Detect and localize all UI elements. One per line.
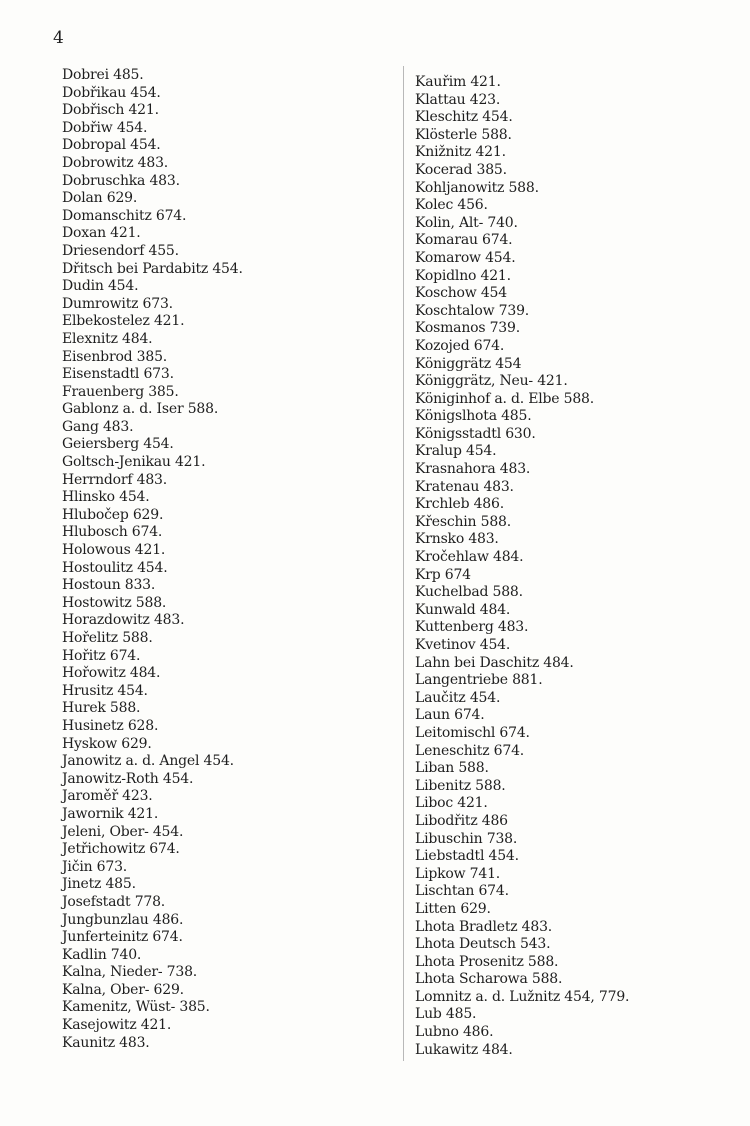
index-entry: Holowous 421. <box>62 542 166 559</box>
index-entry: Geiersberg 454. <box>62 436 174 453</box>
index-entry: Lhota Prosenitz 588. <box>415 953 559 970</box>
index-entry: Janowitz a. d. Angel 454. <box>62 753 234 770</box>
index-entry: Doxan 421. <box>62 225 141 242</box>
index-entry: Krchleb 486. <box>415 496 504 513</box>
index-entry: Dobropal 454. <box>62 137 161 154</box>
index-entry: Klösterle 588. <box>415 126 512 143</box>
index-entry: Hyskow 629. <box>62 735 152 752</box>
index-entry: Jaroměř 423. <box>62 788 153 805</box>
index-entry: Hostoulitz 454. <box>62 559 168 576</box>
index-entry: Koschow 454 <box>415 285 507 302</box>
index-entry: Janowitz-Roth 454. <box>62 770 194 787</box>
index-entry: Hostoun 833. <box>62 577 156 594</box>
index-entry: Knižnitz 421. <box>415 144 506 161</box>
index-entry: Liboc 421. <box>415 795 488 812</box>
index-entry: Lub 485. <box>415 1006 477 1023</box>
index-entry: Kuchelbad 588. <box>415 584 523 601</box>
index-entry: Jinetz 485. <box>62 876 136 893</box>
index-entry: Lipkow 741. <box>415 865 501 882</box>
index-entry: Křeschin 588. <box>415 513 511 530</box>
index-entry: Lhota Deutsch 543. <box>415 936 551 953</box>
index-entry: Jungbunzlau 486. <box>62 911 184 928</box>
index-entry: Hořowitz 484. <box>62 665 161 682</box>
index-entry: Kvetinov 454. <box>415 637 511 653</box>
index-entry: Elexnitz 484. <box>62 330 153 347</box>
index-entry: Kosmanos 739. <box>415 320 520 337</box>
index-entry: Kohljanowitz 588. <box>415 179 539 196</box>
index-entry: Hlubosch 674. <box>62 524 163 541</box>
index-entry: Driesendorf 455. <box>62 242 179 259</box>
index-entry: Lubno 486. <box>415 1024 494 1041</box>
index-entry: Domanschitz 674. <box>62 207 187 224</box>
index-entry: Lhota Bradletz 483. <box>415 918 553 935</box>
index-entry: Komarau 674. <box>415 232 513 249</box>
index-entry: Kalna, Ober- 629. <box>62 981 184 998</box>
index-entry: Königslhota 485. <box>415 408 532 425</box>
index-entry: Hlubočep 629. <box>62 506 164 523</box>
index-entry: Krp 674 <box>415 566 471 583</box>
index-entry: Krasnahora 483. <box>415 461 531 478</box>
index-entry: Dobrei 485. <box>62 67 144 83</box>
index-entry: Kratenau 483. <box>415 478 514 495</box>
index-entry: Eisenstadtl 673. <box>62 366 174 383</box>
index-entry: Kalna, Nieder- 738. <box>62 964 198 981</box>
index-entry: Dobřiw 454. <box>62 119 148 136</box>
index-entry: Libuschin 738. <box>415 830 518 847</box>
index-entry: Kocerad 385. <box>415 161 507 178</box>
index-entry: Kolec 456. <box>415 197 488 214</box>
page-number: 4 <box>53 28 64 48</box>
index-entry: Leitomischl 674. <box>415 724 530 741</box>
index-entry: Dudin 454. <box>62 278 139 295</box>
index-entry: Dobřisch 421. <box>62 102 159 119</box>
index-entry: Lahn bei Daschitz 484. <box>415 654 574 671</box>
index-entry: Junferteinitz 674. <box>62 929 183 946</box>
index-entry: Lomnitz a. d. Lužnitz 454, 779. <box>415 988 630 1005</box>
column-divider <box>403 66 404 1061</box>
index-entry: Leneschitz 674. <box>415 742 525 759</box>
index-entry: Lischtan 674. <box>415 883 509 900</box>
index-entry: Hlinsko 454. <box>62 489 150 506</box>
index-entry: Jawornik 421. <box>62 805 159 822</box>
index-entry: Husinetz 628. <box>62 717 159 734</box>
index-entry: Komarow 454. <box>415 249 516 266</box>
index-entry: Königinhof a. d. Elbe 588. <box>415 390 595 407</box>
index-entry: Kozojed 674. <box>415 337 505 354</box>
index-entry: Kadlin 740. <box>62 946 142 963</box>
index-entry: Hořelitz 588. <box>62 630 153 646</box>
index-entry: Laučitz 454. <box>415 689 501 706</box>
index-entry: Koschtalow 739. <box>415 302 530 319</box>
index-entry: Liebstadtl 454. <box>415 848 519 865</box>
index-entry: Hostowitz 588. <box>62 594 167 611</box>
index-entry: Kuttenberg 483. <box>415 619 529 636</box>
index-entry: Klattau 423. <box>415 91 501 108</box>
index-entry: Dobruschka 483. <box>62 172 180 189</box>
index-entry: Jeleni, Ober- 454. <box>62 823 184 840</box>
index-entry: Dobřikau 454. <box>62 84 161 101</box>
index-entry: Kralup 454. <box>415 443 497 460</box>
index-entry: Lhota Scharowa 588. <box>415 971 563 988</box>
index-entry: Langentriebe 881. <box>415 672 543 689</box>
index-entry: Königgrätz, Neu- 421. <box>415 373 568 390</box>
index-entry: Gang 483. <box>62 418 134 435</box>
index-entry: Dumrowitz 673. <box>62 295 173 312</box>
index-entry: Jičin 673. <box>62 858 128 875</box>
index-entry: Frauenberg 385. <box>62 383 179 400</box>
index-entry: Lukawitz 484. <box>415 1041 513 1058</box>
index-entry: Goltsch-Jenikau 421. <box>62 454 206 471</box>
index-entry: Kopidlno 421. <box>415 267 511 284</box>
index-entry: Horazdowitz 483. <box>62 612 185 629</box>
index-entry: Königgrätz 454 <box>415 355 522 372</box>
index-entry: Kauřim 421. <box>415 74 501 90</box>
index-entry: Kamenitz, Wüst- 385. <box>62 999 210 1016</box>
index-entry: Laun 674. <box>415 707 485 724</box>
index-entry: Krnsko 483. <box>415 531 499 548</box>
index-entry: Kaunitz 483. <box>62 1034 150 1051</box>
index-entry: Gablonz a. d. Iser 588. <box>62 401 219 418</box>
index-entry: Dobrowitz 483. <box>62 154 169 171</box>
index-entry: Kleschitz 454. <box>415 109 513 126</box>
index-entry: Elbekostelez 421. <box>62 313 185 330</box>
index-entry: Hurek 588. <box>62 700 141 717</box>
index-entry: Königsstadtl 630. <box>415 425 536 442</box>
index-entry: Kolin, Alt- 740. <box>415 214 518 231</box>
index-entry: Herrndorf 483. <box>62 471 167 488</box>
index-entry: Eisenbrod 385. <box>62 348 168 365</box>
index-entry: Kunwald 484. <box>415 601 511 618</box>
index-entry: Dřitsch bei Pardabitz 454. <box>62 260 243 277</box>
index-column-left <box>62 67 243 1052</box>
index-entry: Kasejowitz 421. <box>62 1017 172 1034</box>
index-entry: Libenitz 588. <box>415 777 506 794</box>
index-entry: Liban 588. <box>415 760 489 777</box>
index-column-right <box>415 74 629 1059</box>
index-entry: Hrusitz 454. <box>62 682 148 699</box>
index-entry: Jetřichowitz 674. <box>62 841 180 858</box>
index-entry: Josefstadt 778. <box>62 893 166 910</box>
index-entry: Hořitz 674. <box>62 647 141 664</box>
index-entry: Kročehlaw 484. <box>415 549 524 566</box>
index-entry: Dolan 629. <box>62 190 138 207</box>
index-entry: Litten 629. <box>415 900 491 917</box>
index-entry: Libodřitz 486 <box>415 812 508 829</box>
